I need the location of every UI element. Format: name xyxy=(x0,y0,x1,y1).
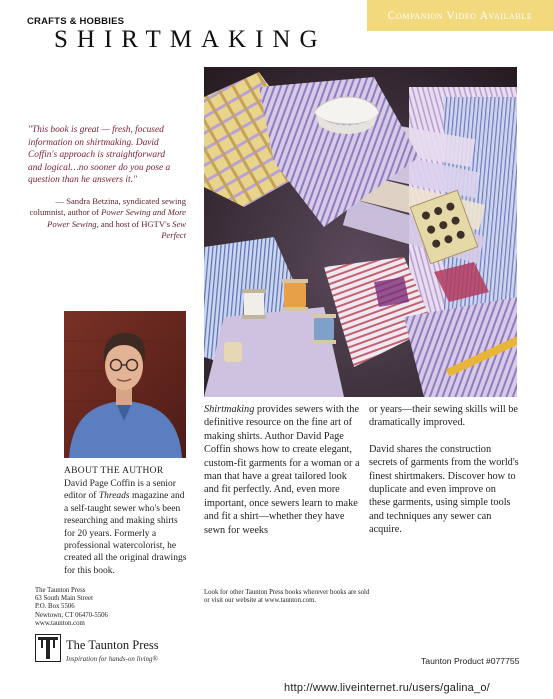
attribution-line-3: and host of HGTV's xyxy=(100,218,170,229)
magazine-name: Threads xyxy=(98,491,130,502)
book-title-inline: Shirtmaking xyxy=(204,404,255,415)
logo-tagline: Inspiration for hands-on living® xyxy=(66,655,158,663)
about-text-2: magazine and a self-taught sewer who's been researching and making shirts for 20 years. Formerly a professional watercolorist, he created all the original drawings for this book. xyxy=(64,491,187,576)
address-line: The Taunton Press xyxy=(35,587,86,594)
publisher-logo xyxy=(35,634,215,668)
address-line: P.O. Box 5506 xyxy=(35,603,75,611)
taunton-logo-icon xyxy=(35,634,61,662)
address-line: Newtown, CT 06470-5506 xyxy=(35,611,108,619)
fabric-photo xyxy=(204,67,517,397)
book-title: SHIRTMAKING xyxy=(54,26,327,53)
description-paragraph-2: David shares the construction secrets of garments from the world's finest shirtmakers. Discover how to duplicate and even improve on these garments, using simple tools and techniques any sewer can acquire. xyxy=(369,443,519,536)
about-heading: ABOUT THE AUTHOR xyxy=(64,466,164,476)
review-quote: "This book is great — fresh, focused information on shirtmaking. David Coffin's approach is straightforward and logical…no sooner do you pose a question than he answers it." xyxy=(28,125,171,186)
watermark-url: http://www.liveinternet.ru/users/galina_o/ xyxy=(284,682,490,694)
look-for-note: Look for other Taunton Press books wherever books are sold or visit our website at www.taunton.com. xyxy=(204,589,370,605)
category-label: CRAFTS & HOBBIES xyxy=(27,16,125,27)
description-column-2 xyxy=(369,403,519,550)
about-author-text xyxy=(64,478,191,577)
address-line: www.taunton.com xyxy=(35,619,85,627)
description-column-1 xyxy=(204,403,362,537)
product-number: Taunton Product #077755 xyxy=(421,656,520,666)
companion-video-badge: Companion Video Available xyxy=(367,0,553,31)
attribution-books: Power Sewing and More Power Sewing, xyxy=(47,207,186,229)
quote-attribution xyxy=(28,196,186,242)
description-text-1: provides sewers with the definitive resource on the fine art of making shirts. Author David Page Coffin shows how to create elegant, custom-fit garments for a woman or a man that have a great tailored look and fit perfectly. And, even more important, once sewers learn to make and fit a shirt—whether they have sewn for weeks xyxy=(204,404,360,536)
attribution-show: Sew Perfect xyxy=(161,218,186,241)
publisher-address xyxy=(35,587,175,628)
description-paragraph-1: or years—their sewing skills will be dramatically improved. xyxy=(369,404,518,429)
about-text-1: David Page Coffin is a senior editor of xyxy=(64,479,176,502)
address-line: 63 South Main Street xyxy=(35,595,93,603)
author-photo xyxy=(64,311,186,458)
logo-name: The Taunton Press xyxy=(66,638,159,652)
attribution-line-1: — Sandra Betzina, syndicated sewing columnist, author of xyxy=(29,196,186,218)
